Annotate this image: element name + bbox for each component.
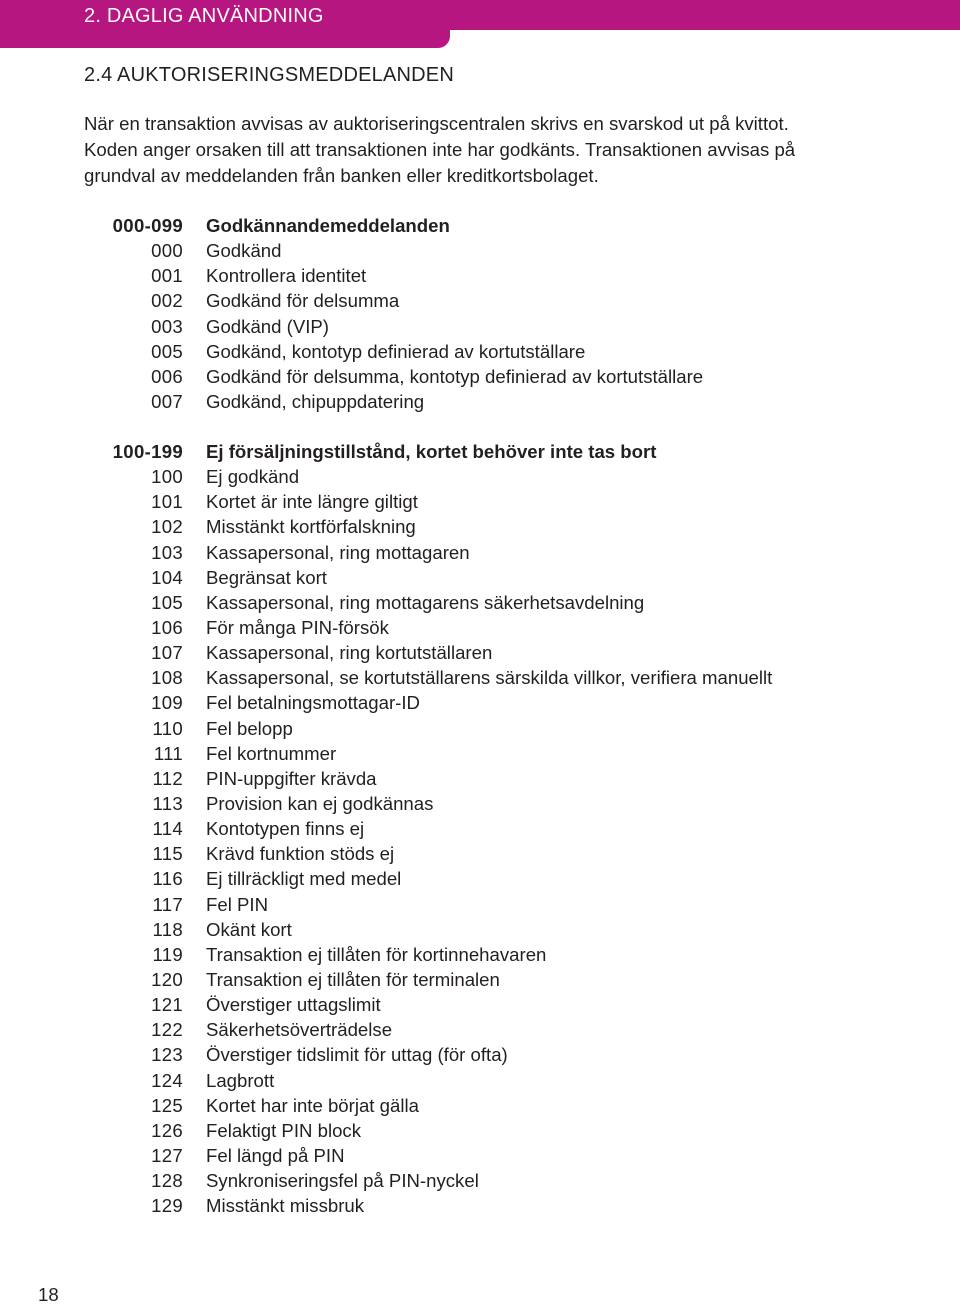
code-description: Kassapersonal, ring kortutställaren [206,642,493,664]
code-description: Misstänkt kortförfalskning [206,516,416,538]
code-row [0,1068,960,1093]
code-description: För många PIN-försök [206,616,389,638]
response-code: 120 [151,968,183,990]
code-row [0,1143,960,1168]
code-description: Kortet har inte börjat gälla [206,1094,419,1116]
response-code: 126 [151,1119,183,1141]
code-description: Transaktion ej tillåten för kortinnehavaren [206,943,547,965]
response-code: 105 [151,591,183,613]
response-code: 108 [151,667,183,689]
code-row [0,640,960,665]
response-code: 110 [152,717,183,739]
code-description: Felaktigt PIN block [206,1119,362,1141]
code-row [0,389,960,414]
code-description: Kontrollera identitet [206,265,367,287]
code-description: Ej tillräckligt med medel [206,868,402,890]
intro-paragraph [84,111,904,189]
response-code: 127 [151,1144,183,1166]
response-code: 111 [153,742,183,764]
code-row [0,615,960,640]
response-code: 006 [151,365,183,387]
code-row [0,716,960,741]
code-row [0,590,960,615]
code-description: Kassapersonal, se kortutställarens särskilda villkor, verifiera manuellt [206,667,773,689]
code-description: Överstiger uttagslimit [206,994,381,1016]
response-code: 113 [152,792,183,814]
code-row [0,791,960,816]
code-row [0,816,960,841]
response-code: 128 [151,1170,183,1192]
code-description: Fel PIN [206,893,268,915]
response-code: 117 [152,893,183,915]
response-code: 000 [151,240,183,262]
response-code: 103 [151,541,183,563]
code-description: Misstänkt missbruk [206,1195,365,1217]
code-description: Överstiger tidslimit för uttag (för ofta) [206,1044,508,1066]
code-row [0,741,960,766]
response-code: 124 [151,1069,183,1091]
group-title: Ej försäljningstillstånd, kortet behöver inte tas bort [206,441,657,462]
code-description: Godkänd för delsumma [206,290,400,312]
code-row [0,1093,960,1118]
response-code: 101 [151,491,183,513]
code-row [0,1118,960,1143]
response-code: 005 [151,340,183,362]
response-code: 106 [151,616,183,638]
code-row [0,766,960,791]
code-row [0,1168,960,1193]
code-row [0,314,960,339]
response-code: 102 [151,516,183,538]
code-row [0,238,960,263]
code-description: Godkänd för delsumma, kontotyp definierad av kortutställare [206,365,704,387]
response-code: 114 [152,818,183,840]
group-title: Godkännandemeddelanden [206,215,450,236]
intro-line: Koden anger orsaken till att transaktionen inte har godkänts. Transaktionen avvisas på [84,139,796,160]
code-description: Godkänd [206,240,282,262]
code-description: Fel längd på PIN [206,1144,345,1166]
code-row [0,1193,960,1218]
code-description: Krävd funktion stöds ej [206,843,395,865]
response-code: 112 [152,767,183,789]
code-row [0,1017,960,1042]
code-description: Ej godkänd [206,466,300,488]
chapter-tab [0,0,450,48]
code-description: Fel belopp [206,717,293,739]
code-description: Synkroniseringsfel på PIN-nyckel [206,1170,479,1192]
code-group-declines [0,439,960,1218]
code-row [0,967,960,992]
response-code: 107 [151,642,183,664]
code-description: Godkänd (VIP) [206,315,329,337]
response-code: 116 [152,868,183,890]
response-code: 100 [151,466,183,488]
code-description: Lagbrott [206,1069,275,1091]
page-number: 18 [38,1284,59,1305]
code-description: Godkänd, kontotyp definierad av kortutställare [206,340,586,362]
code-description: Provision kan ej godkännas [206,792,434,814]
group-heading [0,213,960,238]
code-row [0,992,960,1017]
code-row [0,892,960,917]
response-code: 122 [151,1019,183,1041]
code-row [0,1042,960,1067]
code-row [0,665,960,690]
code-row [0,540,960,565]
code-description: Säkerhetsöverträdelse [206,1019,393,1041]
code-range: 000-099 [112,215,183,236]
code-description: Okänt kort [206,918,292,940]
code-row [0,866,960,891]
code-row [0,364,960,389]
code-description: Kassapersonal, ring mottagarens säkerhetsavdelning [206,591,645,613]
code-description: Fel betalningsmottagar-ID [206,692,420,714]
chapter-title: 2. DAGLIG ANVÄNDNING [84,5,324,27]
code-description: Transaktion ej tillåten för terminalen [206,968,500,990]
code-row [0,339,960,364]
code-row [0,841,960,866]
code-description: Kassapersonal, ring mottagaren [206,541,470,563]
response-code: 119 [152,943,183,965]
code-row [0,288,960,313]
code-description: Kontotypen finns ej [206,818,365,840]
response-code: 125 [151,1094,183,1116]
section-title: 2.4 AUKTORISERINGSMEDDELANDEN [84,64,454,86]
code-description: Begränsat kort [206,566,327,588]
response-code: 001 [151,265,183,287]
code-description: Kortet är inte längre giltigt [206,491,418,513]
group-heading [0,439,960,464]
response-code: 121 [151,994,183,1016]
code-row [0,917,960,942]
code-row [0,263,960,288]
response-code: 007 [151,390,183,412]
response-code: 115 [152,843,183,865]
response-code: 104 [151,566,183,588]
response-code: 003 [151,315,183,337]
response-code: 118 [152,918,183,940]
code-row [0,464,960,489]
code-description: Fel kortnummer [206,742,337,764]
code-row [0,942,960,967]
response-code: 129 [151,1195,183,1217]
code-range: 100-199 [112,441,183,462]
intro-line: grundval av meddelanden från banken eller kreditkortsbolaget. [84,165,599,186]
code-row [0,489,960,514]
code-description: Godkänd, chipuppdatering [206,390,425,412]
code-description: PIN-uppgifter krävda [206,767,377,789]
code-row [0,690,960,715]
response-code: 002 [151,290,183,312]
code-row [0,514,960,539]
response-code: 109 [151,692,183,714]
response-code: 123 [151,1044,183,1066]
code-group-approvals [0,213,960,414]
code-row [0,565,960,590]
intro-line: När en transaktion avvisas av auktoriseringscentralen skrivs en svarskod ut på kvittot. [84,113,789,134]
